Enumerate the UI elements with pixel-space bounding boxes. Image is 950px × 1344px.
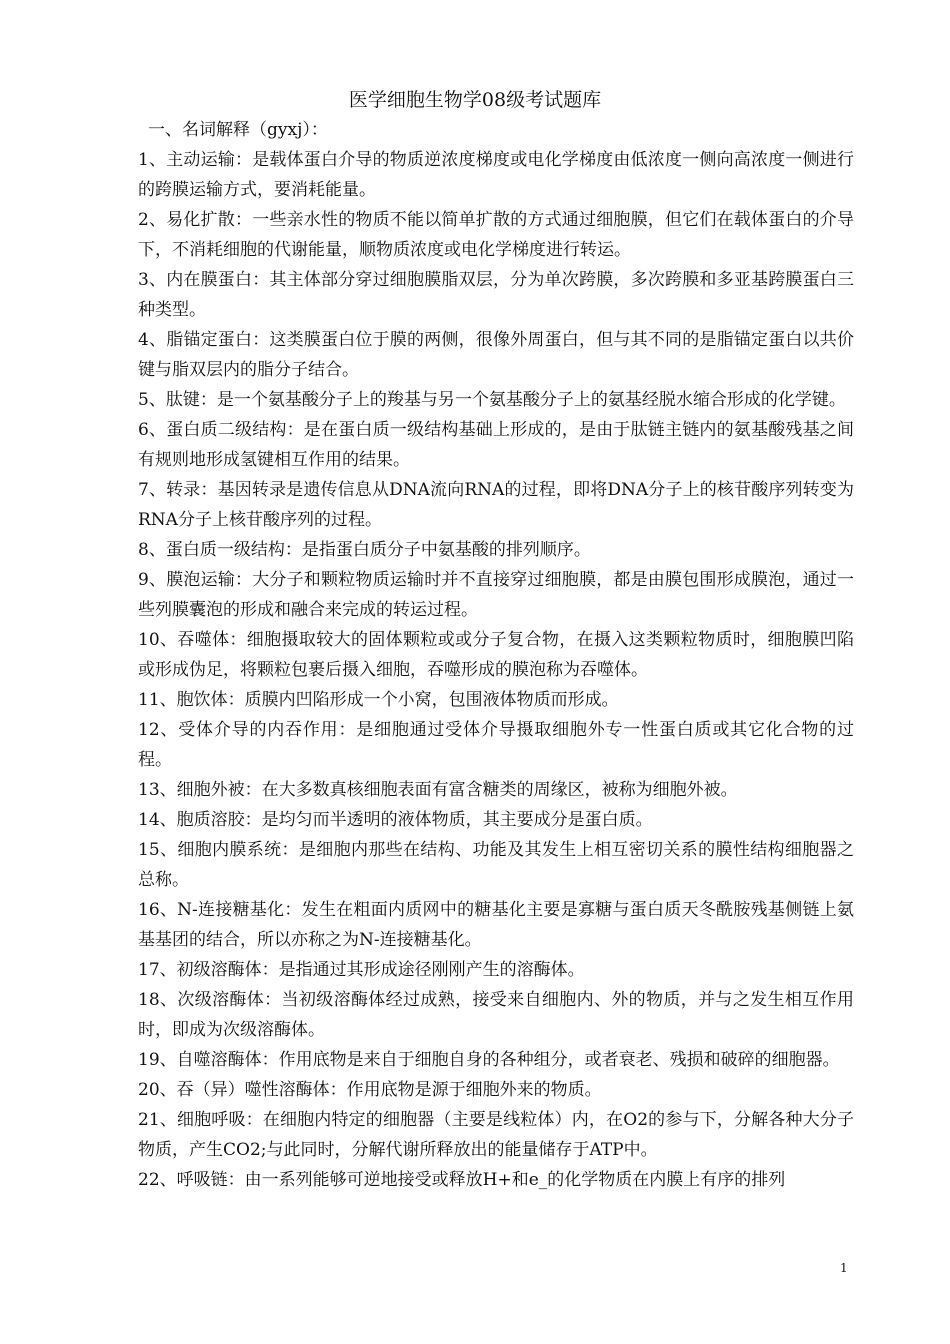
term-entry-2: 2、易化扩散：一些亲水性的物质不能以简单扩散的方式通过细胞膜，但它们在载体蛋白的介导下，不消耗细胞的代谢能量，顺物质浓度或电化学梯度进行转运。 [138, 210, 854, 260]
term-entry-6: 6、蛋白质二级结构：是在蛋白质一级结构基础上形成的，是由于肽链主链内的氨基酸残基之间有规则地形成氢键相互作用的结果。 [138, 420, 854, 470]
term-entry-9: 9、膜泡运输：大分子和颗粒物质运输时并不直接穿过细胞膜，都是由膜包围形成膜泡，通过一些列膜囊泡的形成和融合来完成的转运过程。 [138, 570, 854, 620]
section-heading: 一、名词解释（gyxj）： [148, 120, 328, 140]
term-entry-12: 12、受体介导的内吞作用：是细胞通过受体介导摄取细胞外专一性蛋白质或其它化合物的过程。 [138, 720, 854, 770]
term-entry-17: 17、初级溶酶体：是指通过其形成途径刚刚产生的溶酶体。 [138, 960, 585, 980]
term-entry-22: 22、呼吸链：由一系列能够可逆地接受或释放H+和e_的化学物质在内膜上有序的排列 [138, 1170, 786, 1190]
term-entry-20: 20、吞（异）噬性溶酶体：作用底物是源于细胞外来的物质。 [138, 1080, 602, 1100]
term-entry-19: 19、自噬溶酶体：作用底物是来自于细胞自身的各种组分，或者衰老、残损和破碎的细胞器。 [138, 1050, 840, 1070]
document-title: 医学细胞生物学08级考试题库 [348, 89, 602, 111]
term-entry-11: 11、胞饮体：质膜内凹陷形成一个小窝，包围液体物质而形成。 [138, 690, 619, 710]
term-entry-1: 1、主动运输：是载体蛋白介导的物质逆浓度梯度或电化学梯度由低浓度一侧向高浓度一侧进行的跨膜运输方式，要消耗能量。 [138, 150, 854, 200]
term-entry-16: 16、N-连接糖基化：发生在粗面内质网中的糖基化主要是寡糖与蛋白质天冬酰胺残基侧链上氨基基团的结合，所以亦称之为N-连接糖基化。 [138, 900, 854, 950]
term-entry-18: 18、次级溶酶体：当初级溶酶体经过成熟，接受来自细胞内、外的物质，并与之发生相互作用时，即成为次级溶酶体。 [138, 990, 854, 1040]
term-entry-3: 3、内在膜蛋白：其主体部分穿过细胞膜脂双层，分为单次跨膜，多次跨膜和多亚基跨膜蛋白三种类型。 [138, 270, 854, 320]
term-entry-4: 4、脂锚定蛋白：这类膜蛋白位于膜的两侧，很像外周蛋白，但与其不同的是脂锚定蛋白以共价键与脂双层内的脂分子结合。 [138, 330, 854, 380]
entries-list [138, 145, 854, 1195]
term-entry-13: 13、细胞外被：在大多数真核细胞表面有富含糖类的周缘区，被称为细胞外被。 [138, 780, 738, 800]
page-number: 1 [840, 1261, 848, 1275]
term-entry-14: 14、胞质溶胶：是均匀而半透明的液体物质，其主要成分是蛋白质。 [138, 810, 653, 830]
term-entry-15: 15、细胞内膜系统：是细胞内那些在结构、功能及其发生上相互密切关系的膜性结构细胞器之总称。 [138, 840, 854, 890]
term-entry-5: 5、肽键：是一个氨基酸分子上的羧基与另一个氨基酸分子上的氨基经脱水缩合形成的化学键。 [138, 390, 846, 410]
term-entry-8: 8、蛋白质一级结构：是指蛋白质分子中氨基酸的排列顺序。 [138, 540, 591, 560]
term-entry-10: 10、吞噬体：细胞摄取较大的固体颗粒或或分子复合物，在摄入这类颗粒物质时，细胞膜凹陷或形成伪足，将颗粒包裹后摄入细胞，吞噬形成的膜泡称为吞噬体。 [138, 630, 854, 680]
term-entry-7: 7、转录：基因转录是遗传信息从DNA流向RNA的过程，即将DNA分子上的核苷酸序列转变为RNA分子上核苷酸序列的过程。 [138, 480, 854, 530]
term-entry-21: 21、细胞呼吸：在细胞内特定的细胞器（主要是线粒体）内，在O2的参与下，分解各种大分子物质，产生CO2;与此同时，分解代谢所释放出的能量储存于ATP中。 [138, 1110, 854, 1160]
